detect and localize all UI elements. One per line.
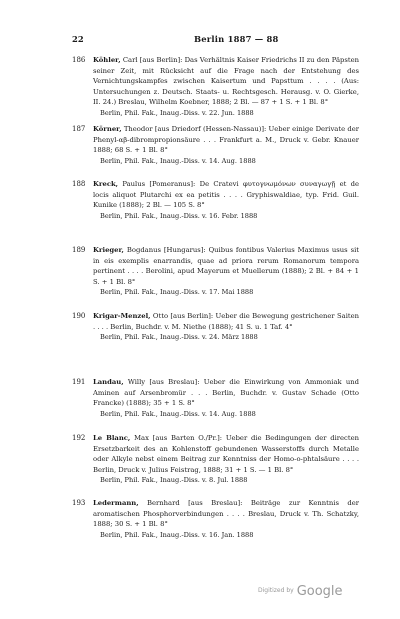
entry-191 [0,377,360,419]
entry-title: Bogdanus [Hungarus]: Quibus fontibus Valerius Maximus usus sit in eis exemplis enarrandis, quae ad priora rerum Romanorum tempora pertinent . . . . Berolini, apud Mayerum et Muellerum (1888); 2 Bl. + 84 + 1 S. + 1 Bl. 8° [93,246,359,286]
author-name: Krigar-Menzel, [93,312,151,320]
author-name: Le Blanc, [93,434,131,442]
entry-number: 186 [72,56,86,64]
author-name: Krieger, [93,246,124,254]
entry-publication: Berlin, Phil. Fak., Inaug.-Diss. v. 14. Aug. 1888 [100,156,256,165]
author-name: Ledermann, [93,499,139,507]
entry-title: Carl [aus Berlin]: Das Verhältnis Kaiser Friedrichs II zu den Päpsten seiner Zeit, mit Rücksicht auf die Frage nach der Entstehung des Vernichtungskampfes zwischen Kaisertum und Papsttum . . . . (Aus: Untersuchungen z. Deutsch. Staats- u. Rechtsgesch. Herausg. v. O. Gierke, II. 24.) Breslau, Wilhelm Koebner, 1888; 2 Bl. — 87 + 1 S. + 1 Bl. 8° [93,56,359,107]
entry-title: Theodor [aus Driedorf (Hessen-Nassau)]: Ueber einige Derivate der Phenyl-αβ-dibrompropionsäure . . . Frankfurt a. M., Druck v. Gebr. Knauer 1888; 68 S. + 1 Bl. 8° [93,125,359,155]
entry-text [93,124,359,156]
entry-publication: Berlin, Phil. Fak., Inaug.-Diss. v. 24. März 1888 [100,333,258,342]
entry-193 [0,498,360,540]
entry-189 [0,245,360,298]
entry-publication: Berlin, Phil. Fak., Inaug.-Diss. v. 16. Febr. 1888 [100,211,258,220]
entry-number: 188 [72,180,86,188]
entry-number: 192 [72,434,86,442]
entry-publication: Berlin, Phil. Fak., Inaug.-Diss. v. 17. Mai 1888 [100,288,254,297]
entry-title: Otto [aus Berlin]: Ueber die Bewegung gestrichener Saiten . . . . Berlin, Buchdr. v. M. Niethe (1888); 41 S. u. 1 Taf. 4° [93,312,359,331]
entry-text [93,179,359,211]
page-header [72,34,356,46]
watermark-prefix: Digitized by [258,587,294,594]
author-name: Kreck, [93,180,119,188]
entry-publication: Berlin, Phil. Fak., Inaug.-Diss. v. 8. Jul. 1888 [100,476,248,485]
entry-text [93,55,359,108]
entry-title: Bernhard [aus Breslau]: Beiträge zur Kenntnis der aromatischen Phosphorverbindungen . . . . Breslau, Druck v. Th. Schatzky, 1888; 30 S. + 1 Bl. 8° [93,499,359,529]
page-number: 22 [72,34,84,44]
entry-number: 193 [72,499,86,507]
entry-number: 187 [72,125,86,133]
author-name: Köhler, [93,56,121,64]
digitized-watermark [258,580,343,599]
entry-text [93,377,359,409]
entry-186 [0,55,360,119]
entry-publication: Berlin, Phil. Fak., Inaug.-Diss. v. 16. Jan. 1888 [100,530,254,539]
author-name: Körner, [93,125,122,133]
entry-text [93,498,359,530]
entry-publication: Berlin, Phil. Fak., Inaug.-Diss. v. 22. Jun. 1888 [100,108,254,117]
author-name: Landau, [93,378,124,386]
entry-number: 190 [72,312,86,320]
entry-187 [0,124,360,166]
entry-text [93,245,359,287]
entry-publication: Berlin, Phil. Fak., Inaug.-Diss. v. 14. Aug. 1888 [100,409,256,418]
entry-number: 191 [72,378,86,386]
entry-190 [0,311,360,343]
entry-title: Willy [aus Breslau]: Ueber die Einwirkung von Ammoniak und Aminen auf Arsenbromür . . . Berlin, Buchdr. v. Gustav Schade (Otto Francke) (1888); 35 + 1 S. 8° [93,378,359,408]
running-title: Berlin 1887 — 88 [194,34,279,44]
entry-title: Max [aus Barten O./Pr.]: Ueber die Bedingungen der directen Ersetzbarkeit des an Kohlenstoff gebundenen Wasserstoffs durch Metalle oder Alkyle nebst einem Beitrag zur Kenntniss der Homo-o-phtalsäure . . . . Berlin, Druck v. Julius Feistrag, 1888; 31 + 1 S. — 1 Bl. 8° [93,434,359,474]
google-logo: Google [296,584,343,599]
entry-text [93,433,359,475]
entry-number: 189 [72,246,86,254]
entry-192 [0,433,360,486]
entry-title: Paulus [Pomeranus]: De Cratevi φυτογνωμόνων συναγωγῇ et de locis aliquot Plutarchi ex ea petitis . . . . Gryphiswaldiae, typ. Frid. Guil. Kunike (1888); 2 Bl. — 105 S. 8° [93,180,359,210]
entry-188 [0,179,360,221]
entry-text [93,311,359,332]
